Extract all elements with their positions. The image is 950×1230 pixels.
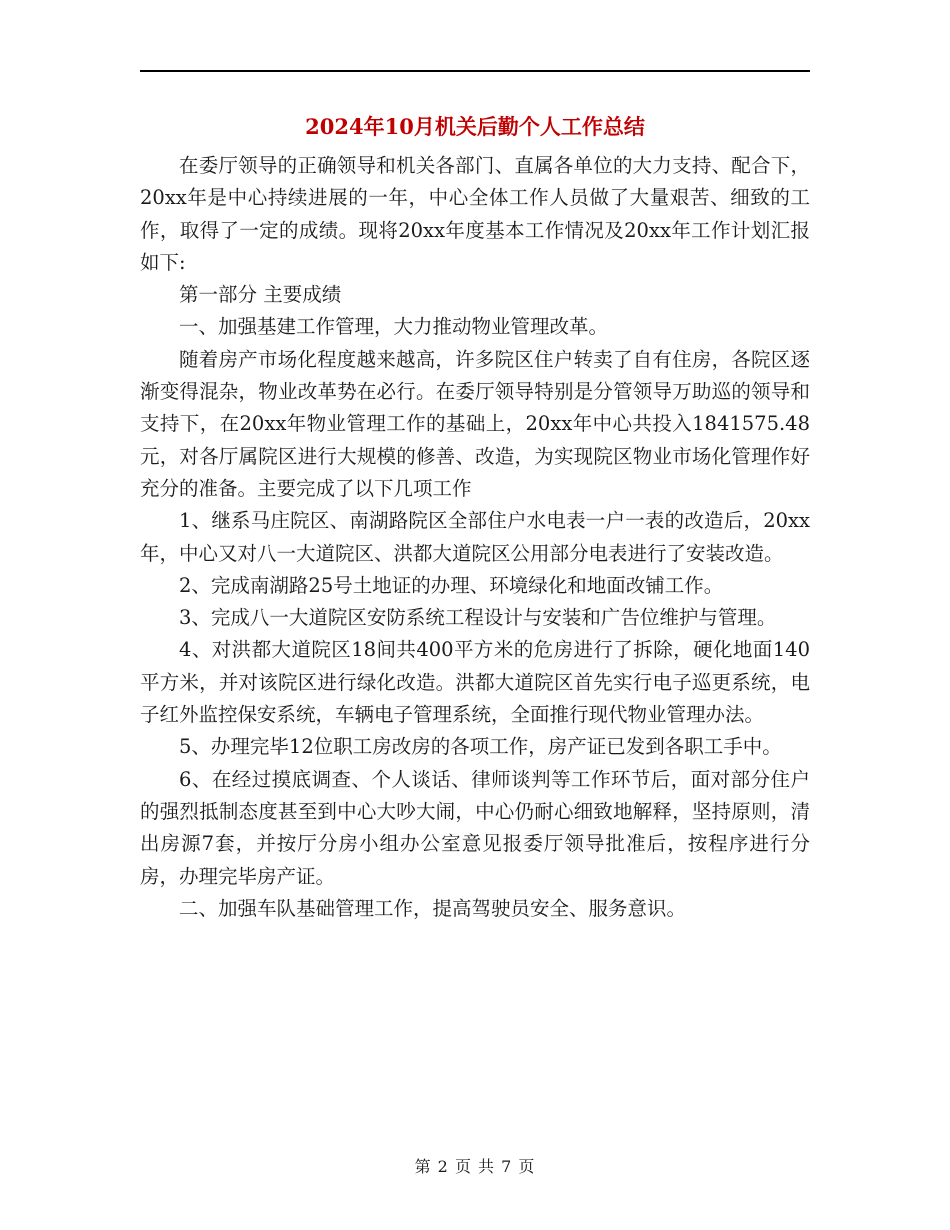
header-rule [140, 70, 810, 72]
list-item-6: 6、在经过摸底调查、个人谈话、律师谈判等工作环节后，面对部分住户的强烈抵制态度甚至到中心大吵大闹，中心仍耐心细致地解释，坚持原则，清出房源7套，并按厅分房小组办公室意见报委厅领导批准后，按程序进行分房，办理完毕房产证。 [140, 767, 810, 888]
page-number: 第 2 页 共 7 页 [414, 1157, 536, 1176]
list-item-2: 2、完成南湖路25号土地证的办理、环境绿化和地面改铺工作。 [179, 573, 724, 597]
intro-paragraph: 在委厅领导的正确领导和机关各部门、直属各单位的大力支持、配合下，20xx年是中心持续进展的一年，中心全体工作人员做了大量艰苦、细致的工作，取得了一定的成绩。现将20xx年度基本工作情况及20xx年工作计划汇报如下: [140, 154, 810, 274]
document-body [140, 150, 810, 925]
document-title: 2024年10月机关后勤个人工作总结 [305, 114, 645, 139]
property-reform-paragraph: 随着房产市场化程度越来越高，许多院区住户转卖了自有住房，各院区逐渐变得混杂，物业改革势在必行。在委厅领导特别是分管领导万助巡的领导和支持下，在20xx年物业管理工作的基础上，20xx年中心共投入1841575.48元，对各厅属院区进行大规模的修善、改造，为实现院区物业市场化管理作好充分的准备。主要完成了以下几项工作 [140, 347, 810, 500]
subheading-fleet: 二、加强车队基础管理工作，提高驾驶员安全、服务意识。 [179, 896, 687, 920]
list-item-3: 3、完成八一大道院区安防系统工程设计与安装和广告位维护与管理。 [179, 606, 777, 630]
subheading-infrastructure: 一、加强基建工作管理，大力推动物业管理改革。 [179, 315, 609, 339]
list-item-5: 5、办理完毕12位职工房改房的各项工作，房产证已发到各职工手中。 [179, 735, 782, 759]
section-heading-part-one: 第一部分 主要成绩 [179, 283, 342, 307]
list-item-1: 1、继系马庄院区、南湖路院区全部住户水电表一户一表的改造后，20xx年，中心又对八一大道院区、洪都大道院区公用部分电表进行了安装改造。 [140, 509, 810, 565]
list-item-4: 4、对洪都大道院区18间共400平方米的危房进行了拆除，硬化地面140平方米，并对该院区进行绿化改造。洪都大道院区首先实行电子巡更系统，电子红外监控保安系统，车辆电子管理系统，全面推行现代物业管理办法。 [140, 638, 810, 727]
